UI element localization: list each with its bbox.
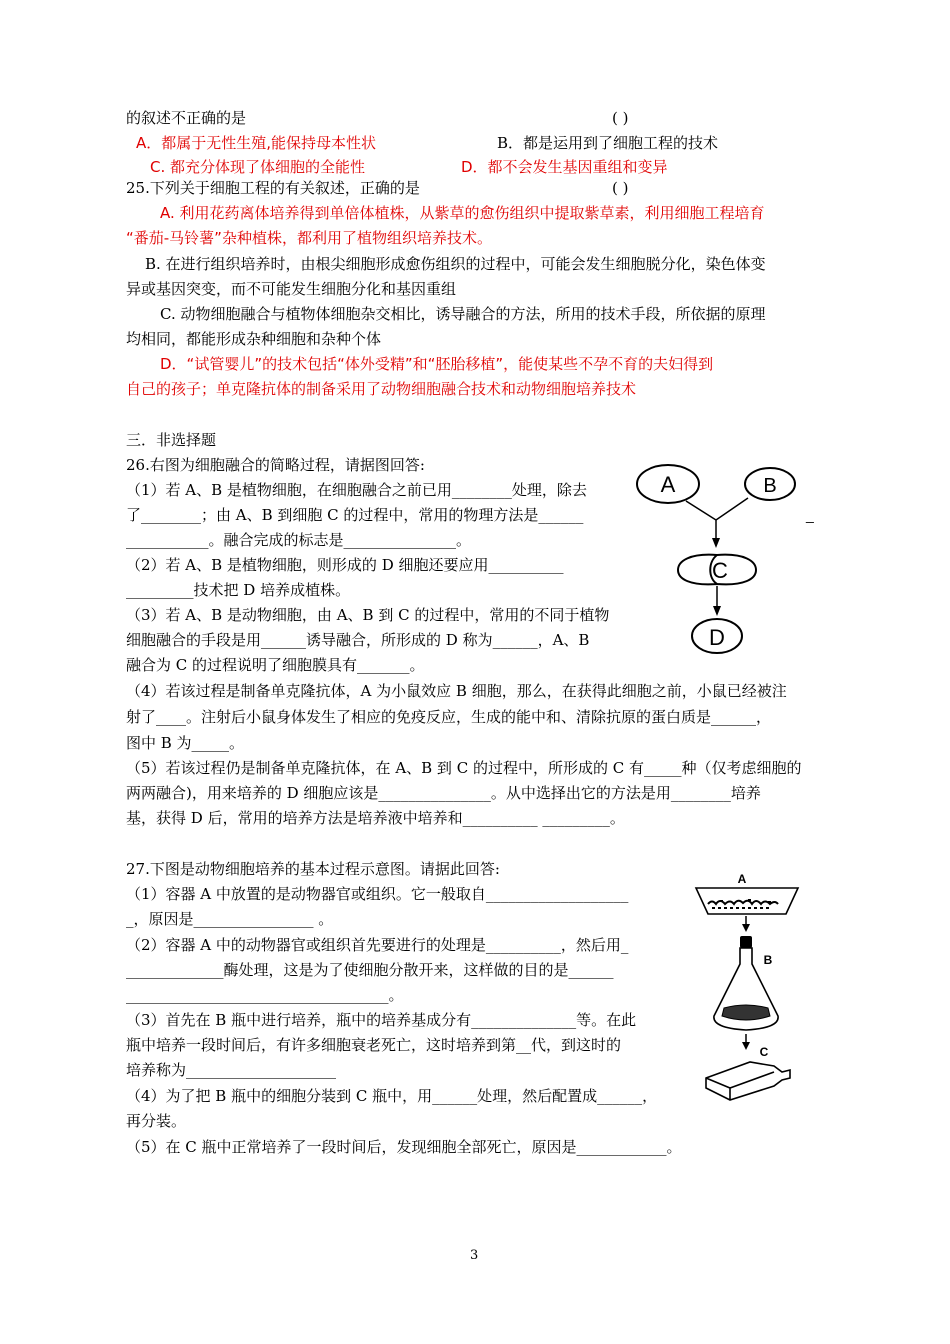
q27-line-10: 再分装。 bbox=[126, 1112, 187, 1130]
fusion-arrow-lines bbox=[686, 498, 748, 544]
q26-line-7: 细胞融合的手段是用______诱导融合，所形成的 D 称为______，A、B bbox=[126, 631, 590, 649]
cell-b-label: B bbox=[763, 475, 777, 497]
q25-option-d-line2: 自己的孩子；单克隆抗体的制备采用了动物细胞融合技术和动物细胞培养技术 bbox=[126, 380, 637, 398]
q24-option-d: D．都不会发生基因重组和变异 bbox=[461, 158, 668, 176]
q26-line-6: （3）若 A、B 是动物细胞，由 A、B 到 C 的过程中，常用的不同于植物 bbox=[126, 606, 610, 624]
q27-line-8: 培养称为____________________ bbox=[126, 1061, 337, 1079]
q27-line-5: ___________________________________。 bbox=[126, 986, 404, 1004]
cell-fusion-diagram bbox=[630, 458, 820, 658]
q26-line-1: （1）若 A、B 是植物细胞，在细胞融合之前已用________处理，除去 bbox=[126, 481, 587, 499]
q24-option-b: B．都是运用到了细胞工程的技术 bbox=[497, 134, 719, 152]
cell-d-label: D bbox=[709, 625, 725, 650]
q26-stem: 26.右图为细胞融合的简略过程，请据图回答: bbox=[126, 456, 425, 474]
flask-b-stopper bbox=[740, 936, 752, 948]
q25-stem: 25.下列关于细胞工程的有关叙述，正确的是 bbox=[126, 179, 420, 197]
q27-line-4: _____________酶处理，这是为了使细胞分散开来，这样做的目的是______ bbox=[126, 961, 614, 979]
q26-line-10: 射了____。注射后小鼠身体发生了相应的免疫反应，生成的能中和、清除抗原的蛋白质是______， bbox=[126, 708, 772, 726]
q25-option-a-line2: “番茄-马铃薯”杂种植株，都利用了植物组织培养技术。 bbox=[126, 229, 492, 247]
arrow-to-d-head bbox=[713, 606, 721, 616]
q26-line-13: 两两融合)，用来培养的 D 细胞应该是_______________。从中选择出它的方法是用________培养 bbox=[126, 784, 761, 802]
cell-c-label: C bbox=[712, 558, 728, 583]
q25-option-b-line1: B. 在进行组织培养时，由根尖细胞形成愈伤组织的过程中，可能会发生细胞脱分化，染色体变 bbox=[145, 255, 766, 273]
flask-b-cells bbox=[722, 1005, 770, 1020]
q26-line-5: _________技术把 D 培养成植株。 bbox=[126, 581, 351, 599]
bottle-c-label: C bbox=[759, 1045, 769, 1059]
q26-line-9: （4）若该过程是制备单克隆抗体，A 为小鼠效应 B 细胞，那么，在获得此细胞之前，小鼠已经被注 bbox=[126, 682, 787, 700]
q26-line-8: 融合为 C 的过程说明了细胞膜具有_______。 bbox=[126, 656, 425, 674]
q26-line-12: （5）若该过程仍是制备单克隆抗体，在 A、B 到 C 的过程中，所形成的 C 有_____种（仅考虑细胞的 bbox=[126, 759, 802, 777]
q26-line-3: ___________。融合完成的标志是_______________。 bbox=[126, 531, 472, 549]
cell-a-label: A bbox=[660, 472, 676, 497]
q27-line-6: （3）首先在 B 瓶中进行培养，瓶中的培养基成分有______________等。在此 bbox=[126, 1011, 637, 1029]
q25-option-d-line1: D．“试管婴儿”的技术包括“体外受精”和“胚胎移植”，能使某些不孕不育的夫妇得到 bbox=[160, 355, 714, 373]
q27-line-2: _，原因是________________ 。 bbox=[126, 910, 334, 928]
container-a-label: A bbox=[737, 872, 747, 886]
q25-option-a-line1: A. 利用花药离体培养得到单倍体植株，从紫草的愈伤组织中提取紫草素，利用细胞工程培育 bbox=[160, 204, 765, 222]
q25-option-b-line2: 异或基因突变，而不可能发生细胞分化和基因重组 bbox=[126, 280, 457, 298]
q24-stem-tail: 的叙述不正确的是 bbox=[126, 109, 247, 127]
q24-option-a: A．都属于无性生殖,能保持母本性状 bbox=[136, 134, 377, 152]
q24-answer-paren: ( ) bbox=[612, 109, 629, 127]
arrow-b-to-c-head bbox=[742, 1042, 750, 1050]
q27-line-3: （2）容器 A 中的动物器官或组织首先要进行的处理是__________，然后用_ bbox=[126, 936, 629, 954]
q26-line-2: 了________；由 A、B 到细胞 C 的过程中，常用的物理方法是______ bbox=[126, 506, 584, 524]
cell-culture-diagram bbox=[690, 866, 810, 1106]
q27-line-7: 瓶中培养一段时间后，有许多细胞衰老死亡，这时培养到第__代，到这时的 bbox=[126, 1036, 622, 1054]
page-number: 3 bbox=[470, 1248, 479, 1263]
q27-line-11: （5）在 C 瓶中正常培养了一段时间后，发现细胞全部死亡，原因是____________。 bbox=[126, 1138, 682, 1156]
q25-option-c-line1: C. 动物细胞融合与植物体细胞杂交相比，诱导融合的方法，所用的技术手段，所依据的原理 bbox=[160, 305, 766, 323]
q25-answer-paren: ( ) bbox=[612, 179, 629, 197]
q27-line-9: （4）为了把 B 瓶中的细胞分装到 C 瓶中，用______处理，然后配置成______， bbox=[126, 1087, 658, 1105]
arrow-to-c-head bbox=[712, 538, 720, 548]
q24-option-c: C. 都充分体现了体细胞的全能性 bbox=[150, 158, 366, 176]
q25-option-c-line2: 均相同，都能形成杂种细胞和杂种个体 bbox=[126, 330, 382, 348]
section-title: 三．非选择题 bbox=[126, 431, 217, 449]
q26-line-11: 图中 B 为_____。 bbox=[126, 734, 245, 752]
q26-line-14: 基，获得 D 后，常用的培养方法是培养液中培养和__________ _________。 bbox=[126, 809, 625, 827]
flask-b-label: B bbox=[763, 953, 773, 967]
q26-line-4: （2）若 A、B 是植物细胞，则形成的 D 细胞还要应用__________ bbox=[126, 556, 564, 574]
q27-line-1: （1）容器 A 中放置的是动物器官或组织。它一般取自___________________ bbox=[126, 885, 629, 903]
q27-stem: 27.下图是动物细胞培养的基本过程示意图。请据此回答: bbox=[126, 860, 500, 878]
arrow-a-to-b-head bbox=[742, 924, 750, 932]
bottle-c bbox=[706, 1062, 790, 1100]
stray-mark: _ bbox=[806, 507, 814, 523]
